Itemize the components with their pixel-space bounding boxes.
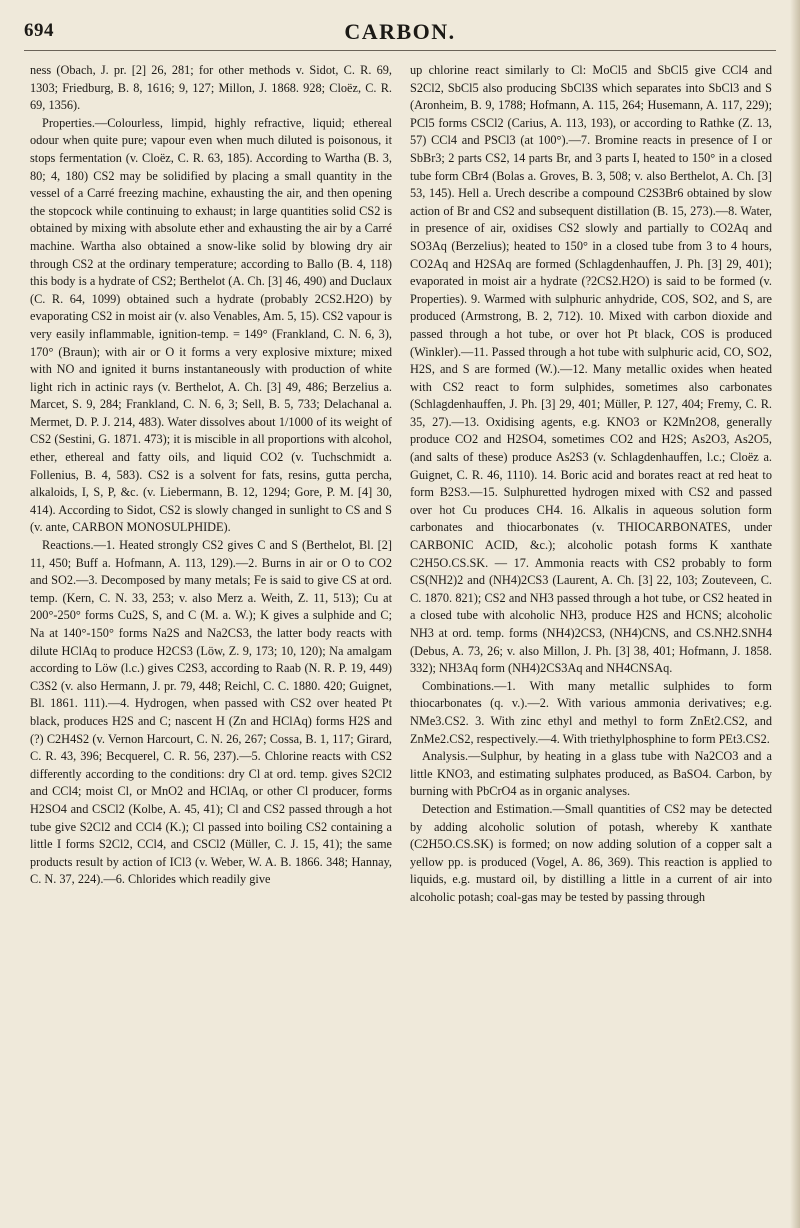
page-number: 694 — [24, 20, 54, 41]
paragraph: Detection and Estimation.—Small quantities of CS2 may be detected by adding alcoholic solution of potash, whereby K xanthate (C2H5O.CS.SK) is formed; on now adding solution of a copper salt a yellow pp. is produced (Vogel, A. 86, 369). This reaction is applied to liquids, e.g. mustard oil, by distilling a little in a current of air into alcoholic potash; coal-gas may be tested by passing through — [410, 801, 772, 904]
left-column — [30, 62, 392, 889]
paragraph: ness (Obach, J. pr. [2] 26, 281; for other methods v. Sidot, C. R. 69, 1303; Friedburg, B. 8, 1616; 9, 127; Millon, J. 1868. 928; Cloëz, C. R. 69, 1356). — [30, 63, 392, 113]
page-edge-shadow — [790, 0, 800, 1228]
paragraph: Properties.—Colourless, limpid, highly refractive, liquid; ethereal odour when quite pure; vapour even when much diluted is poisonous, it stops fermentation (v. Cloëz, C. R. 63, 185). According to Wartha (B. 3, 80; 4, 180) CS2 may be solidified by placing a small quantity in the vessel of a Carré freezing machine, exhausting the air, and then opening the stopcock while continuing to exhaust; in large quantities solid CS2 is obtained by mixing with absolute ether and exhausting the air by a Carré machine. Wartha also obtained a snow-like solid by blowing dry air through CS2 at the ordinary temperature; according to Ballo (B. 4, 118) this body is a hydrate of CS2; Berthelot (A. Ch. [3] 46, 490) and Duclaux (C. R. 64, 1099) obtained such a hydrate (probably 2CS2.H2O) by evaporating CS2 in moist air (v. also Venables, Am. 5, 15). CS2 vapour is very easily inflammable, ignition-temp. = 149° (Frankland, C. N. 6, 3), 170° (Braun); with air or O it forms a very explosive mixture; mixed with NO and ignited it burns instantaneously with production of white light rich in actinic rays (v. Berthelot, A. Ch. [3] 49, 486; Berzelius a. Marcet, S. 9, 284; Frankland, C. N. 6, 3; Sell, B. 5, 733; Delachanal a. Mermet, D. P. J. 214, 483). Water dissolves about 1/1000 of its weight of CS2 (Sestini, G. 1871. 473); it is miscible in all proportions with alcohol, ether, ethereal and fatty oils, and liquid CO2 (v. Tuchschmidt a. Follenius, B. 4, 583). CS2 is a solvent for fats, resins, gutta percha, alkaloids, I, S, P, &c. (v. Liebermann, B. 12, 1294; Gore, P. M. [4] 30, 414). According to Sidot, CS2 is slowly changed in sunlight to CS and S (v. ante, CARBON MONOSULPHIDE). — [30, 115, 392, 535]
running-head: CARBON. — [344, 19, 456, 44]
right-column — [410, 62, 772, 907]
paragraph: Analysis.—Sulphur, by heating in a glass tube with Na2CO3 and a little KNO3, and estimating sulphates produced, as BaSO4. Carbon, by burning with PbCrO4 as in organic analyses. — [410, 749, 772, 799]
paragraph: Combinations.—1. With many metallic sulphides to form thiocarbonates (q. v.).—2. With various ammonia derivatives; e.g. NMe3.CS2. 3. With zinc ethyl and methyl to form ZnEt2.CS2, and ZnMe2.CS2, respectively.—4. With triethylphosphine to form PEt3.CS2. — [410, 678, 772, 746]
paragraph: up chlorine react similarly to Cl: MoCl5 and SbCl5 give CCl4 and S2Cl2, SbCl5 also producing SbCl3S which separates into SbCl3 and S (Aronheim, B. 9, 1788; Hofmann, A. 115, 264; Husemann, A. 117, 229); PCl5 forms CSCl2 (Carius, A. 113, 193), or according to Rathke (Z. 13, 57) CCl4 and PSCl3 (at 100°).—7. Bromine reacts in presence of I or SbBr3; 2 parts CS2, 14 parts Br, and 3 parts I, heated to 150° in a closed tube form CBr4 (Bolas a. Groves, B. 3, 508; v. also Berthelot, A. Ch. [3] 53, 145). Hell a. Urech describe a compound C2S3Br6 obtained by slow action of Br and CS2 and subsequent distillation (B. 15, 273).—8. Water, in presence of air, oxidises CS2 slowly and partially to CO2Aq and SO3Aq (Berzelius); heated to 150° in a closed tube from 3 to 4 hours, CO2Aq and H2SAq are formed (Schlagdenhauffen, J. Ph. [3] 29, 401); evaporated in moist air a hydrate (?2CS2.H2O) is said to be formed (v. Properties). 9. Warmed with sulphuric anhydride, COS, SO2, and S, are produced (Armstrong, B. 2, 712). 10. Mixed with carbon dioxide and passed through a hot tube, or over hot Pt black, COS is produced (Winkler).—11. Passed through a hot tube with sulphuric acid, CO, SO2, H2S, and S are formed (W.).—12. Many metallic oxides when heated with CS2 react to form sulphides, sometimes also carbonates (Schlagdenhauffen, J. Ph. [3] 29, 401; Müller, P. 127, 404; Fremy, C. R. 35, 27).—13. Oxidising agents, e.g. KNO3 or K2Mn2O8, generally produce CO2 and H2SO4, sometimes CO2 and H2S; As2O3, As2O5, (and salts of these) produce As2S3 (v. Schlagdenhauffen, l.c.; Cloëz a. Guignet, C. R. 46, 1110). 14. Boric acid and borates react at red heat to form B2S3.—15. Sulphuretted hydrogen mixed with CS2 and passed over hot Cu produces CH4. 16. Alkalis in aqueous solution form carbonates and thiocarbonates (v. THIOCARBONATES, under CARBONIC ACID, &c.); alcoholic potash forms K xanthate C2H5O.CS.SK. — 17. Ammonia reacts with CS2 probably to form CS(NH2)2 and (NH4)2CS3 (Laurent, A. Ch. [3] 22, 103; Zouteveen, C. C. 1870. 821); CS2 and NH3 passed through a hot tube, or CS2 heated in a closed tube with alcoholic NH3, produce H2S and HCNS; alcoholic NH3 at ord. temp. forms (NH4)2CS3, (NH4)CNS, and CS.NH2.SNH4 (Debus, A. 73, 26; v. also Millon, J. Ph. [3] 38, 401; Hofmann, J. 1858. 332); NH3Aq form (NH4)2CS3Aq and NH4CNSAq. — [410, 63, 772, 676]
page-header — [24, 14, 776, 48]
paragraph: Reactions.—1. Heated strongly CS2 gives C and S (Berthelot, Bl. [2] 11, 450; Buff a. Hofmann, A. 113, 129).—2. Burns in air or O to CO2 and SO2.—3. Decomposed by many metals; Fe is said to give CS at ord. temp. (Kern, C. N. 33, 253; v. also Merz a. Weith, Z. 11, 513); Cu at 200°-250° forms Cu2S, S, and C (M. a. W.); K gives a sulphide and C; Na at 140°-150° forms Na2S and Na2CS3, the latter body reacts with dilute HClAq to produce H2CS3 (Löw, Z. 9, 173; 10, 120); Na amalgam according to Löw (l.c.) gives C2S3, according to Raab (N. R. P. 19, 449) C3S2 (v. also Hermann, J. pr. 79, 448; Reichl, C. C. 1880. 420; Guignet, Bl. 1861. 111).—4. Hydrogen, when passed with CS2 over heated Pt black, produces H2S and C; nascent H (Zn and HClAq) forms H2S and (?) C2H4S2 (v. Vernon Harcourt, C. N. 26, 267; Cossa, B. 1, 117; Girard, C. R. 43, 396; Becquerel, C. R. 56, 237).—5. Chlorine reacts with CS2 differently according to the conditions: dry Cl at ord. temp. gives S2Cl2 and CCl4; moist Cl, or MnO2 and HClAq, or other Cl producer, forms H2SO4 and CSCl2 (Kolbe, A. 45, 41); Cl and CS2 passed through a hot tube give S2Cl2 and CCl4 (K.); Cl passed into boiling CS2 containing a little I forms S2Cl2, CCl4, and CSCl2 (Müller, C. J. 15, 41); the same products result by action of ICl3 (v. Weber, W. A. B. 1866. 348; Hannay, C. N. 37, 224).—6. Chlorides which readily give — [30, 538, 392, 887]
header-rule — [24, 50, 776, 51]
